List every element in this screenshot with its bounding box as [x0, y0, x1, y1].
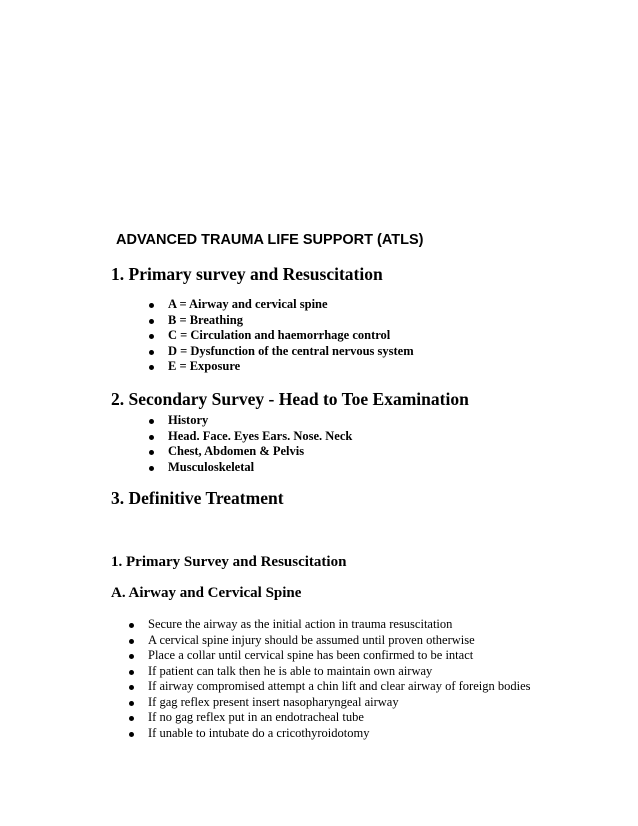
- list-item: A cervical spine injury should be assumed until proven otherwise: [148, 633, 531, 649]
- document-title: ADVANCED TRAUMA LIFE SUPPORT (ATLS): [116, 232, 424, 248]
- detail-subheading: A. Airway and Cervical Spine: [111, 585, 302, 601]
- list-item: C = Circulation and haemorrhage control: [168, 328, 414, 344]
- list-item: If airway compromised attempt a chin lift and clear airway of foreign bodies: [148, 679, 531, 693]
- list-item: If no gag reflex put in an endotracheal tube: [148, 710, 531, 726]
- list-item: B = Breathing: [168, 313, 414, 329]
- primary-survey-list: [168, 297, 414, 375]
- section-3-heading: 3. Definitive Treatment: [111, 488, 284, 508]
- secondary-survey-list: [168, 413, 352, 475]
- list-item: A = Airway and cervical spine: [168, 297, 414, 313]
- list-item: Head. Face. Eyes Ears. Nose. Neck: [168, 428, 353, 443]
- list-item: If patient can talk then he is able to maintain own airway: [148, 664, 531, 680]
- list-item: Musculoskeletal: [168, 460, 352, 476]
- list-item: If gag reflex present insert nasopharyngeal airway: [148, 695, 531, 711]
- detail-heading: 1. Primary Survey and Resuscitation: [111, 554, 347, 570]
- section-1-heading: 1. Primary survey and Resuscitation: [111, 264, 383, 284]
- list-item: Place a collar until cervical spine has been confirmed to be intact: [148, 648, 531, 664]
- airway-list: [148, 617, 531, 741]
- list-item: D = Dysfunction of the central nervous system: [168, 343, 414, 358]
- list-item: History: [168, 413, 352, 429]
- list-item: Secure the airway as the initial action in trauma resuscitation: [148, 617, 531, 633]
- list-item: E = Exposure: [168, 359, 414, 375]
- list-item: If unable to intubate do a cricothyroidotomy: [148, 726, 531, 742]
- list-item: Chest, Abdomen & Pelvis: [168, 444, 352, 460]
- section-2-heading: 2. Secondary Survey - Head to Toe Examination: [111, 389, 469, 409]
